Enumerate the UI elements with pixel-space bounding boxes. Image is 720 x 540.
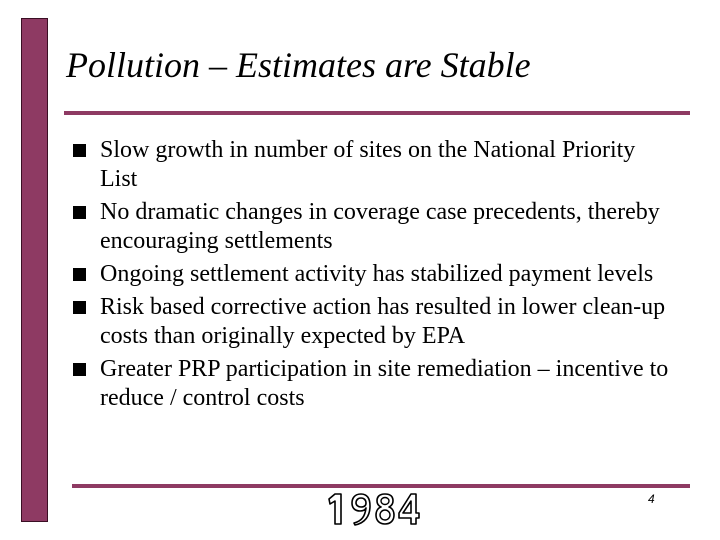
bullet-text: Ongoing settlement activity has stabilized payment levels bbox=[100, 261, 654, 287]
square-bullet-icon bbox=[73, 144, 86, 157]
footer-logo-1984 bbox=[326, 492, 420, 526]
square-bullet-icon bbox=[73, 268, 86, 281]
bullet-item bbox=[72, 293, 672, 351]
bullet-text: Slow growth in number of sites on the National Priority List bbox=[100, 137, 636, 192]
left-accent-bar bbox=[21, 18, 48, 522]
logo-digit-eight bbox=[374, 492, 396, 526]
square-bullet-icon bbox=[73, 363, 86, 376]
footer-divider bbox=[72, 484, 690, 488]
bullet-item bbox=[72, 260, 672, 289]
bullet-item bbox=[72, 198, 672, 256]
bullet-item bbox=[72, 355, 672, 413]
logo-digit-one bbox=[326, 492, 348, 526]
bullet-item bbox=[72, 136, 672, 194]
bullet-text: Greater PRP participation in site remediation – incentive to reduce / control costs bbox=[100, 356, 669, 411]
logo-digit-four bbox=[398, 492, 420, 526]
logo-digit-nine bbox=[350, 492, 372, 526]
bullet-text: No dramatic changes in coverage case precedents, thereby encouraging settlements bbox=[100, 199, 660, 254]
title-divider bbox=[64, 111, 690, 115]
bullet-list bbox=[72, 136, 672, 417]
square-bullet-icon bbox=[73, 206, 86, 219]
page-number: 4 bbox=[648, 492, 655, 506]
slide-title: Pollution – Estimates are Stable bbox=[66, 45, 531, 85]
square-bullet-icon bbox=[73, 301, 86, 314]
bullet-text: Risk based corrective action has resulted in lower clean-up costs than originally expected by EPA bbox=[100, 294, 666, 349]
